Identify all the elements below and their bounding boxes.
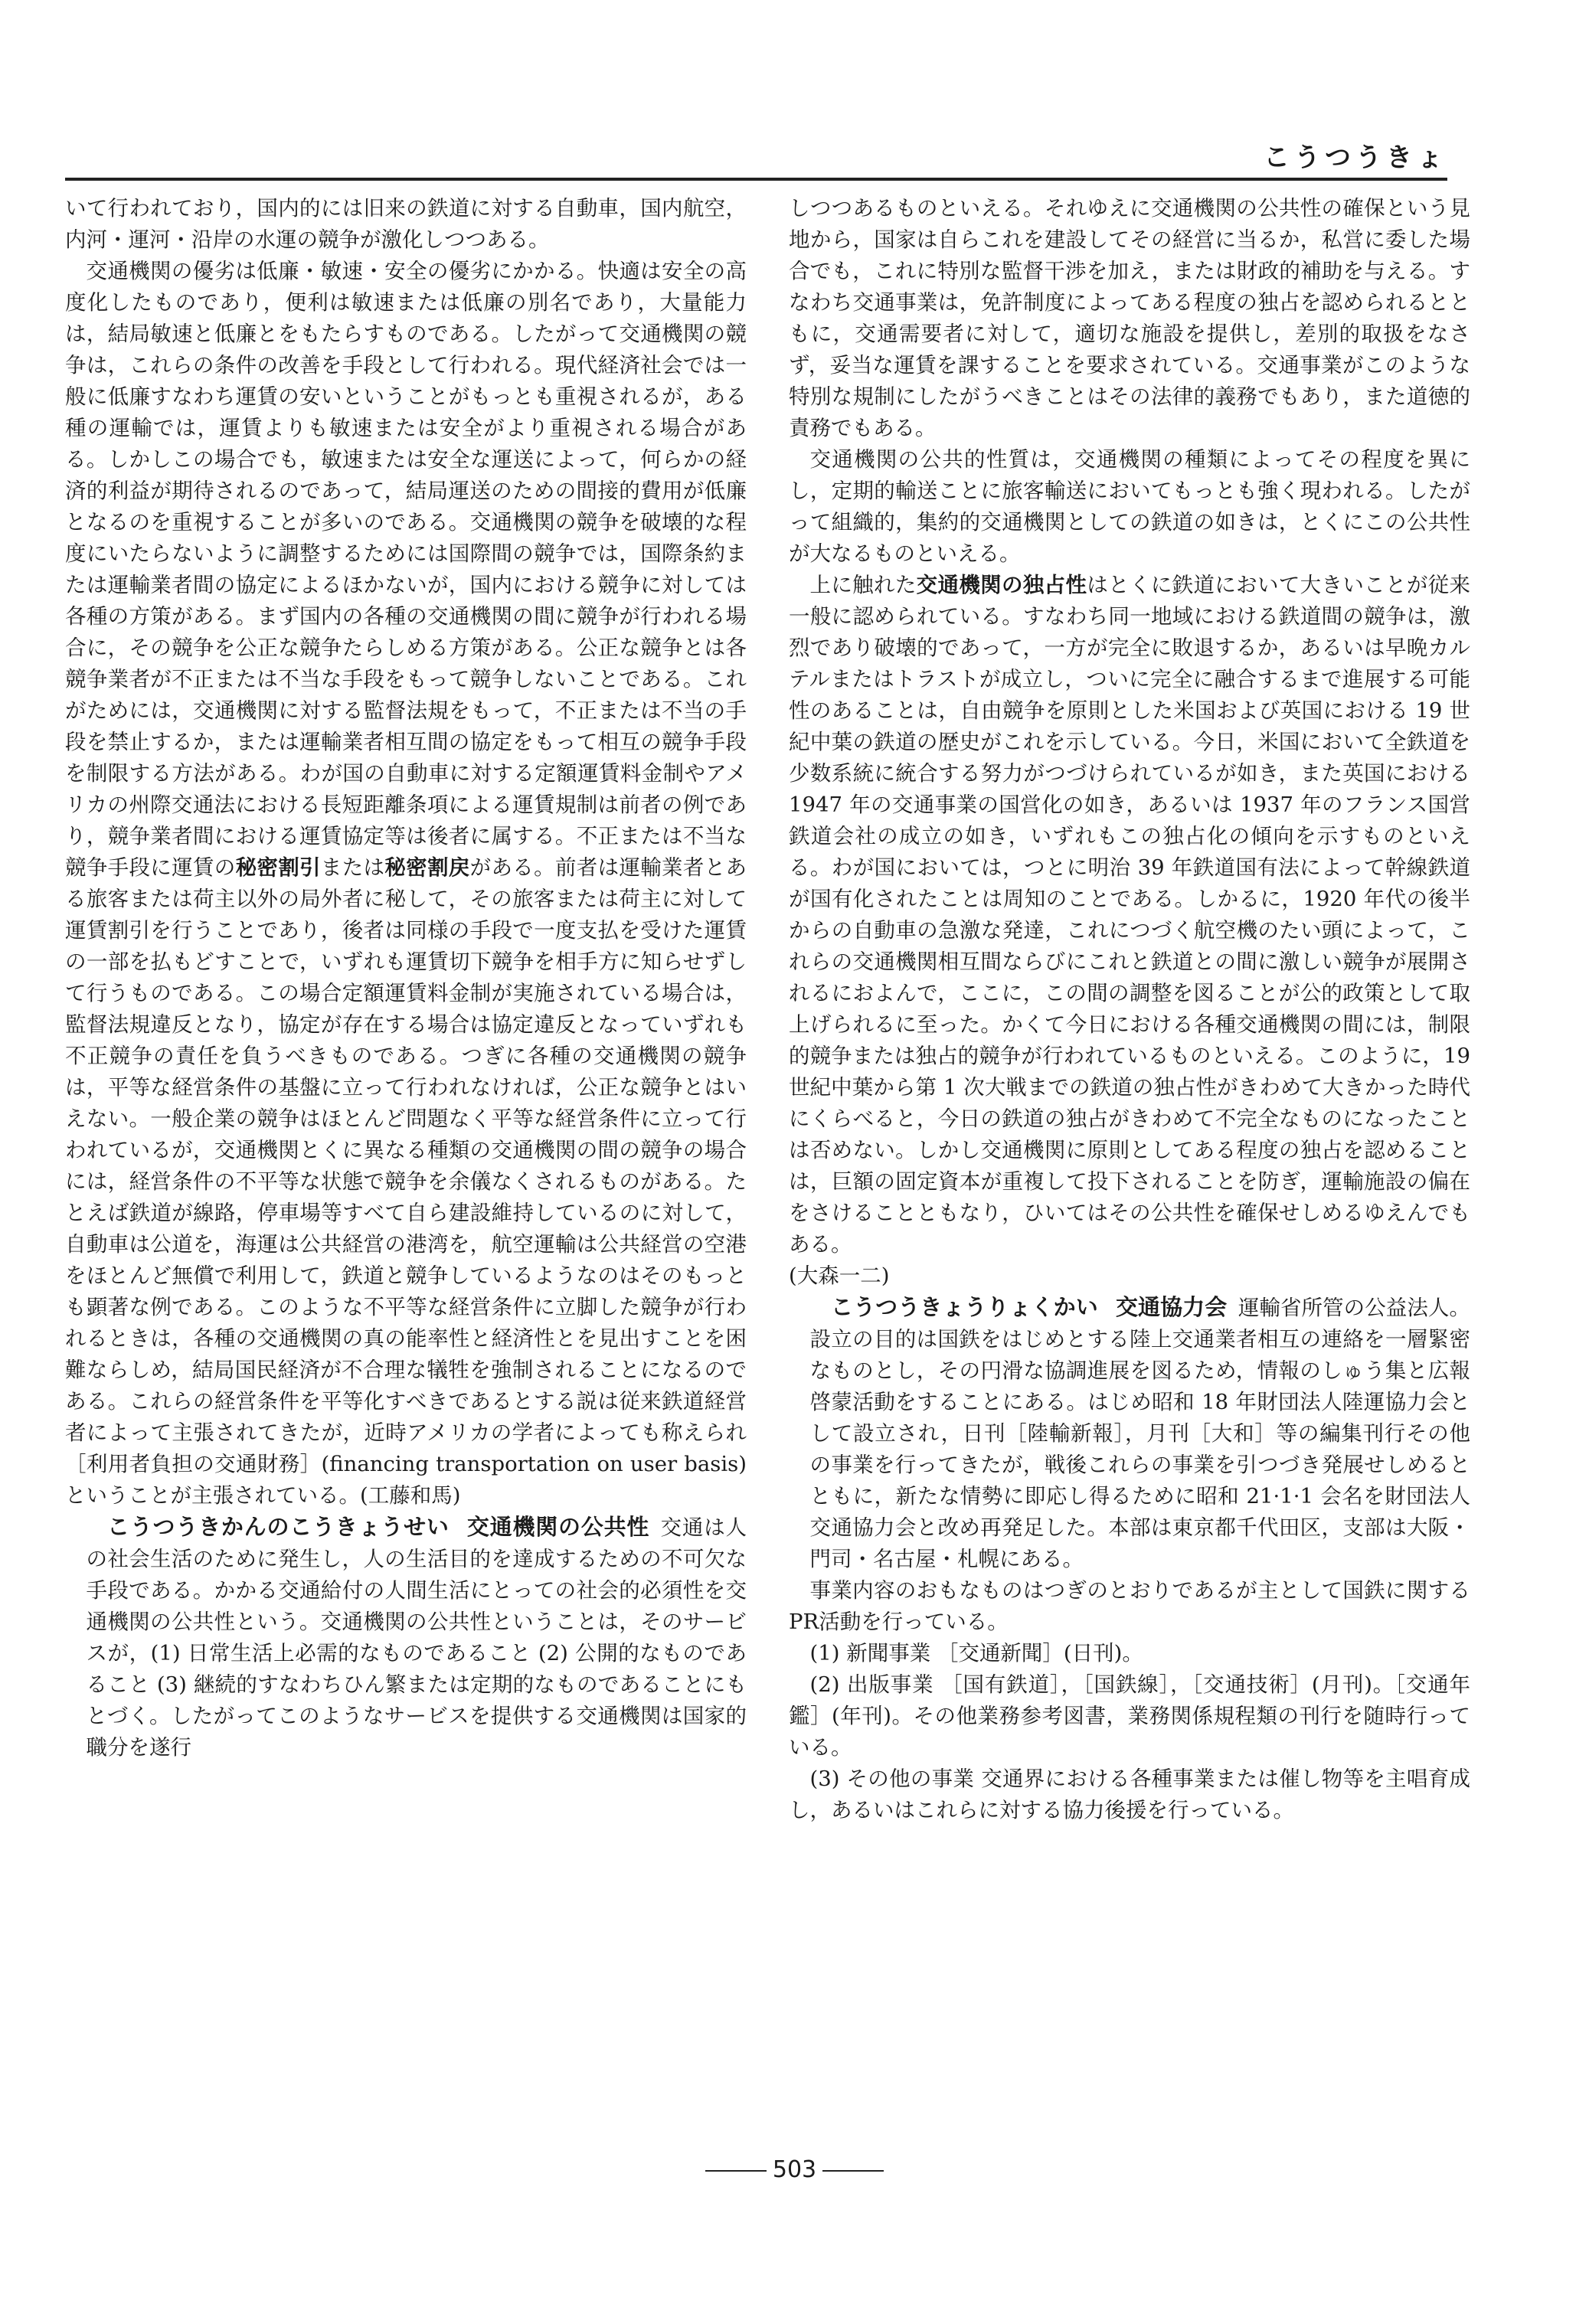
keyword-monopoly: 交通機関の独占性 <box>916 573 1087 597</box>
left-column <box>65 193 747 2123</box>
body-paragraph: 交通機関の公共的性質は，交通機関の種類によってその程度を異にし，定期的輸送ことに旅客輸送においてもっとも強く現われる。したがって組織的，集約的交通機関としての鉄道の如きは，とくにこの公共性が大なるものといえる。 <box>789 447 1470 566</box>
entry-text: 交通は人の社会生活のために発生し，人の生活目的を達成するための不可欠な手段である。かかる交通給付の人間生活にとっての社会的必須性を交通機関の公共性という。交通機関の公共性ということは，そのサービスが，(1) 日常生活上必需的なものであること (2) 公開的なものであること (3) 継続的すなわちひん繁または定期的なものであることにもとづく。したがってこのようなサービスを提供する交通機関は国家的職分を遂行 <box>86 1515 747 1760</box>
body-paragraph <box>65 256 747 1512</box>
right-column <box>789 193 1470 2123</box>
continued-paragraph: いて行われており，国内的には旧来の鉄道に対する自動車，国内航空，内河・運河・沿岸の水運の競争が激化しつつある。 <box>65 196 747 252</box>
keyword-secret-discount: 秘密割引 <box>235 855 321 880</box>
footer-dash <box>822 2170 884 2172</box>
page-number: 503 <box>772 2156 817 2183</box>
author-credit: (大森一二) <box>789 1263 890 1288</box>
list-item: (3) その他の事業 交通界における各種事業または催し物等を主唱育成し，あるいはこれらに対する協力後援を行っている。 <box>789 1767 1470 1822</box>
entry-term: 交通協力会 <box>1115 1294 1228 1320</box>
page-footer <box>0 2156 1589 2183</box>
list-item: (1) 新聞事業 ［交通新聞］(日刊)。 <box>809 1641 1143 1665</box>
author-credit: (工藤和馬) <box>360 1483 461 1508</box>
entry-headword: こうつうきかんのこうきょうせい <box>107 1514 450 1540</box>
dictionary-entry-public-nature <box>65 1512 747 1763</box>
body-paragraph: 事業内容のおもなものはつぎのとおりであるが主として国鉄に関するPR活動を行っている。 <box>789 1578 1470 1634</box>
running-head: こうつうきょ <box>1264 142 1447 173</box>
list-item: (2) 出版事業 ［国有鉄道］，［国鉄線］，［交通技術］(月刊)。［交通年鑑］(年刊)。その他業務参考図書，業務関係規程類の刊行を随時行っている。 <box>789 1672 1470 1760</box>
paragraph-text: 交通機関の優劣は低廉・敏速・安全の優劣にかかる。快適は安全の高度化したものであり，便利は敏速または低廉の別名であり，大量能力は，結局敏速と低廉とをもたらすものである。したがって交通機関の競争は，これらの条件の改善を手段として行われる。現代経済社会では一般に低廉すなわち運賃の安いということがもっとも重視されるが，ある種の運輸では，運賃よりも敏速または安全がより重視される場合がある。しかしこの場合でも，敏速または安全な運送によって，何らかの経済的利益が期待されるのであって，結局運送のための間接的費用が低廉となるのを重視することが多いのである。交通機関の競争を破壊的な程度にいたらないように調整するためには国際間の競争では，国際条約または運輸業者間の協定によるほかないが，国内における競争に対しては各種の方策がある。まず国内の各種の交通機関の間に競争が行われる場合に，その競争を公正な競争たらしめる方策がある。公正な競争とは各競争業者が不正または不当な手段をもって競争しないことである。これがためには，交通機関に対する監督法規をもって，不正または不当の手段を禁止するか，または運輸業者相互間の協定をもって相互の競争手段を制限する方法がある。わが国の自動車に対する定額運賃料金制やアメリカの州際交通法における長短距離条項による運賃規制は前者の例であり，競争業者間における運賃協定等は後者に属する。不正または不当な競争手段に運賃の <box>65 259 747 880</box>
entry-term: 交通機関の公共性 <box>466 1514 650 1540</box>
header-rule <box>65 178 1447 181</box>
footer-dash <box>705 2170 767 2172</box>
paragraph-text: はとくに鉄道において大きいことが従来一般に認められている。すなわち同一地域における鉄道間の競争は，激烈であり破壊的であって，一方が完全に敗退するか，あるいは早晩カルテルまたはトラストが成立し，ついに完全に融合するまで進展する可能性のあることは，自由競争を原則とした米国および英国における 19 世紀中葉の鉄道の歴史がこれを示している。今日，米国において全鉄道を少数系統に統合する努力がつづけられているが如き，また英国における 1947 年の交通事業の国営化の如き，あるいは 1937 年のフランス国営鉄道会社の成立の如き，いずれもこの独占化の傾向を示すものといえる。わが国においては，つとに明治 39 年鉄道国有法によって幹線鉄道が国有化されたことは周知のことである。しかるに，1920 年代の後半からの自動車の急激な発達，これにつづく航空機のたい頭によって，これらの交通機関相互間ならびにこれと鉄道との間に激しい競争が展開されるにおよんで，ここに，この間の調整を図ることが公的政策として取上げられるに至った。かくて今日における各種交通機関の間には，制限的競争または独占的競争が行われているものといえる。このように，19 世紀中葉から第 1 次大戦までの鉄道の独占性がきわめて大きかった時代にくらべると，今日の鉄道の独占がきわめて不完全なものになったことは否めない。しかし交通機関に原則としてある程度の独占を認めることは，巨額の固定資本が重複して投下されることを防ぎ，運輸施設の偏在をさけることともなり，ひいてはその公共性を確保せしめるゆえんでもある。 <box>789 573 1470 1257</box>
entry-text: 運輸省所管の公益法人。設立の目的は国鉄をはじめとする陸上交通業者相互の連絡を一層緊密なものとし，その円滑な協調進展を図るため，情報のしゅう集と広報啓蒙活動をすることにある。はじめ昭和 18 年財団法人陸運協力会として設立され，日刊［陸輸新報］，月刊［大和］等の編集刊行その他の事業を行ってきたが，戦後これらの事業を引つづき発展せしめるとともに，新たな情勢に即応し得るために昭和 21·1·1 会名を財団法人交通協力会と改め再発足した。本部は東京都千代田区，支部は大阪・門司・名古屋・札幌にある。 <box>809 1296 1470 1571</box>
dictionary-entry-cooperation-association <box>789 1292 1470 1575</box>
paragraph-text: または <box>320 855 385 880</box>
keyword-secret-rebate: 秘密割戻 <box>384 855 470 880</box>
paragraph-text: 上に触れた <box>809 573 917 597</box>
body-paragraph <box>789 570 1470 1260</box>
continued-paragraph: しつつあるものといえる。それゆえに交通機関の公共性の確保という見地から，国家は自らこれを建設してその経営に当るか，私営に委した場合でも，これに特別な監督干渉を加え，または財政的補助を与える。すなわち交通事業は，免許制度によってある程度の独占を認められるとともに，交通需要者に対して，適切な施設を提供し，差別的取扱をなさず，妥当な運賃を課することを要求されている。交通事業がこのような特別な規制にしたがうべきことはその法律的義務でもあり，また道徳的責務でもある。 <box>789 196 1470 440</box>
paragraph-text: がある。前者は運輸業者とある旅客または荷主以外の局外者に秘して，その旅客または荷主に対して運賃割引を行うことであり，後者は同様の手段で一度支払を受けた運賃の一部を払もどすことで，いずれも運賃切下競争を相手方に知らせずして行うものである。この場合定額運賃料金制が実施されている場合は，監督法規違反となり，協定が存在する場合は協定違反となっていずれも不正競争の責任を負うべきものである。つぎに各種の交通機関の競争は，平等な経営条件の基盤に立って行われなければ，公正な競争とはいえない。一般企業の競争はほとんど問題なく平等な経営条件に立って行われているが，交通機関とくに異なる種類の交通機関の間の競争の場合には，経営条件の不平等な状態で競争を余儀なくされるものがある。たとえば鉄道が線路，停車場等すべて自ら建設維持しているのに対して，自動車は公道を，海運は公共経営の港湾を，航空運輸は公共経営の空港をほとんど無償で利用して，鉄道と競争しているようなのはそのもっとも顕著な例である。このような不平等な経営条件に立脚した競争が行われるときは，各種の交通機関の真の能率性と経済性とを見出すことを困難ならしめ，結局国民経済が不合理な犠牲を強制されることになるのである。これらの経営条件を平等化すべきであるとする説は従来鉄道経営者によって主張されてきたが，近時アメリカの学者によっても称えられ［利用者負担の交通財務］(financing transportation on user basis) ということが主張されている。 <box>65 855 747 1508</box>
entry-headword: こうつうきょうりょくかい <box>831 1294 1098 1320</box>
